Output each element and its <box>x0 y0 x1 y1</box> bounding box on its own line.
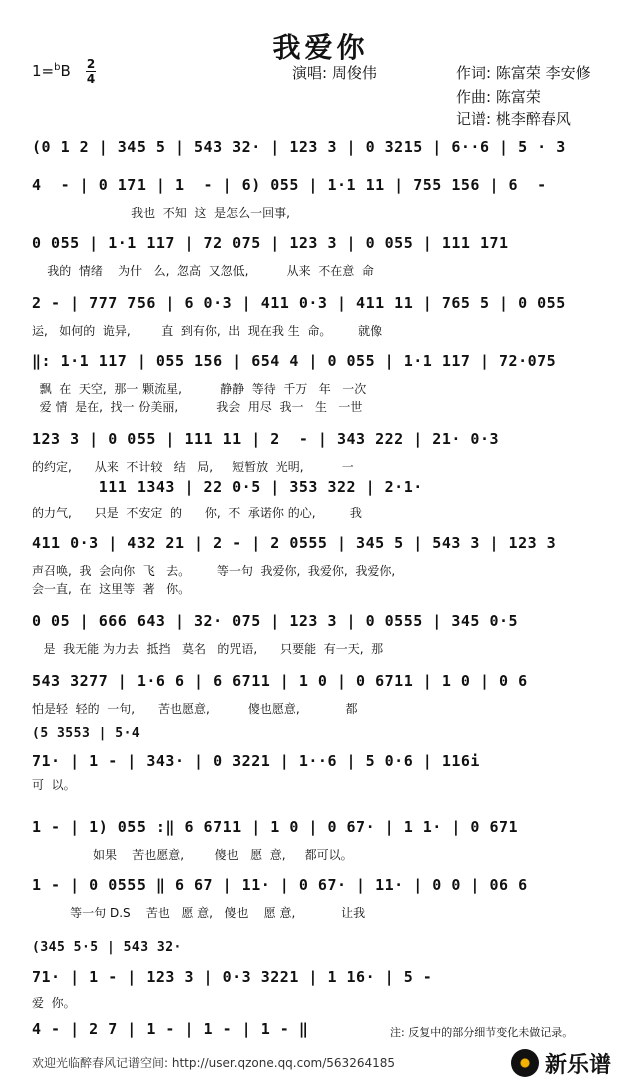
key-signature: 1=$^b$B <box>32 62 71 80</box>
score-line: 123 3 | 0 055 | 111 11 | 2 - | 343 222 | 21· 0·3 <box>32 430 500 448</box>
composer-credit: 作曲: 陈富荣 <box>456 88 541 106</box>
lyric-line: 如果 苦也愿意, 傻也 愿 意, 都可以。 <box>32 848 353 862</box>
site-logo <box>511 1046 629 1080</box>
lyric-line: 的约定, 从来 不计较 结 局, 短暂放 光明, 一 <box>32 460 354 474</box>
time-signature: 2 4 <box>86 57 96 86</box>
lyric-line: 的力气, 只是 不安定 的 你, 不 承诺你 的心, 我 <box>32 506 362 520</box>
score-line: 111 1343 | 22 0·5 | 353 322 | 2·1· <box>32 478 423 496</box>
score-line: 411 0·3 | 432 21 | 2 - | 2 0555 | 345 5 | 543 3 | 123 3 <box>32 534 557 552</box>
score-line: 4 - | 0 171 | 1 - | 6) 055 | 1·1 11 | 755 156 | 6 - <box>32 176 547 194</box>
score-line: 1 - | 0 0555 ‖ 6 67 | 11· | 0 67· | 11· | 0 0 | 06 6 <box>32 876 528 894</box>
score-line: 71· | 1 - | 343· | 0 3221 | 1··6 | 5 0·6 | 116i <box>32 752 480 770</box>
score-line: ‖: 1·1 117 | 055 156 | 654 4 | 0 055 | 1·1 117 | 72·075 <box>32 352 557 370</box>
lyric-line: 我也 不知 这 是怎么一回事, <box>32 206 290 220</box>
singer-credit: 演唱: 周俊伟 <box>292 64 377 82</box>
song-title: 我爱你 <box>272 31 369 64</box>
lyric-line: 是 我无能 为力去 抵挡 莫名 的咒语, 只要能 有一天, 那 <box>32 642 384 656</box>
lyric-line: 声召唤, 我 会向你 飞 去。 等一句 我爱你, 我爱你, 我爱你, <box>32 564 396 578</box>
lyric-line: 怕是轻 轻的 一句, 苦也愿意, 傻也愿意, 都 <box>32 702 358 716</box>
lyric-line: 飘 在 天空, 那一 颗流星, 静静 等待 千万 年 一次 <box>32 382 367 396</box>
lyric-line: 可 以。 <box>32 778 76 792</box>
score-line: 1 - | 1) 055 :‖ 6 6711 | 1 0 | 0 67· | 1 1· | 0 671 <box>32 818 519 836</box>
transcriber-credit: 记谱: 桃李醉春风 <box>456 110 571 128</box>
lyricist-credit: 作词: 陈富荣 李安修 <box>456 64 591 82</box>
logo-text: 新乐谱 <box>545 1053 612 1078</box>
score-line: 0 05 | 666 643 | 32· 075 | 123 3 | 0 0555 | 345 0·5 <box>32 612 519 630</box>
lyric-line: 我的 情绪 为什 么, 忽高 又忽低, 从来 不在意 命 <box>32 264 374 278</box>
lyric-line: 爱 你。 <box>32 996 76 1010</box>
lyric-line: 运, 如何的 诡异, 直 到有你, 出 现在我 生 命。 就像 <box>32 324 383 338</box>
score-line: (5 3553 | 5·4 <box>32 726 141 741</box>
lyric-line: 爱 情 是在, 找一 份美丽, 我会 用尽 我一 生 一世 <box>32 400 363 414</box>
lyric-line: 等一句 D.S 苦也 愿 意, 傻也 愿 意, 让我 <box>32 906 366 920</box>
record-disc-icon <box>511 1049 539 1077</box>
end-note: 注: 反复中的部分细节变化未做记录。 <box>390 1026 574 1039</box>
score-line: 543 3277 | 1·6 6 | 6 6711 | 1 0 | 0 6711 | 1 0 | 0 6 <box>32 672 528 690</box>
score-line: (345 5·5 | 543 32· <box>32 940 182 955</box>
score-line: 4 - | 2 7 | 1 - | 1 - | 1 - ‖ <box>32 1020 309 1038</box>
score-line: 0 055 | 1·1 117 | 72 075 | 123 3 | 0 055 | 111 171 <box>32 234 509 252</box>
score-line: 71· | 1 - | 123 3 | 0·3 3221 | 1 16· | 5 - <box>32 968 433 986</box>
score-line: 2 - | 777 756 | 6 0·3 | 411 0·3 | 411 11 | 765 5 | 0 055 <box>32 294 566 312</box>
score-line: (0 1 2 | 345 5 | 543 32· | 123 3 | 0 3215 | 6··6 | 5 · 3 <box>32 138 566 156</box>
footer-text: 欢迎光临醉春风记谱空间: http://user.qzone.qq.com/563264185 <box>32 1056 396 1070</box>
lyric-line: 会一直, 在 这里等 著 你。 <box>32 582 191 596</box>
